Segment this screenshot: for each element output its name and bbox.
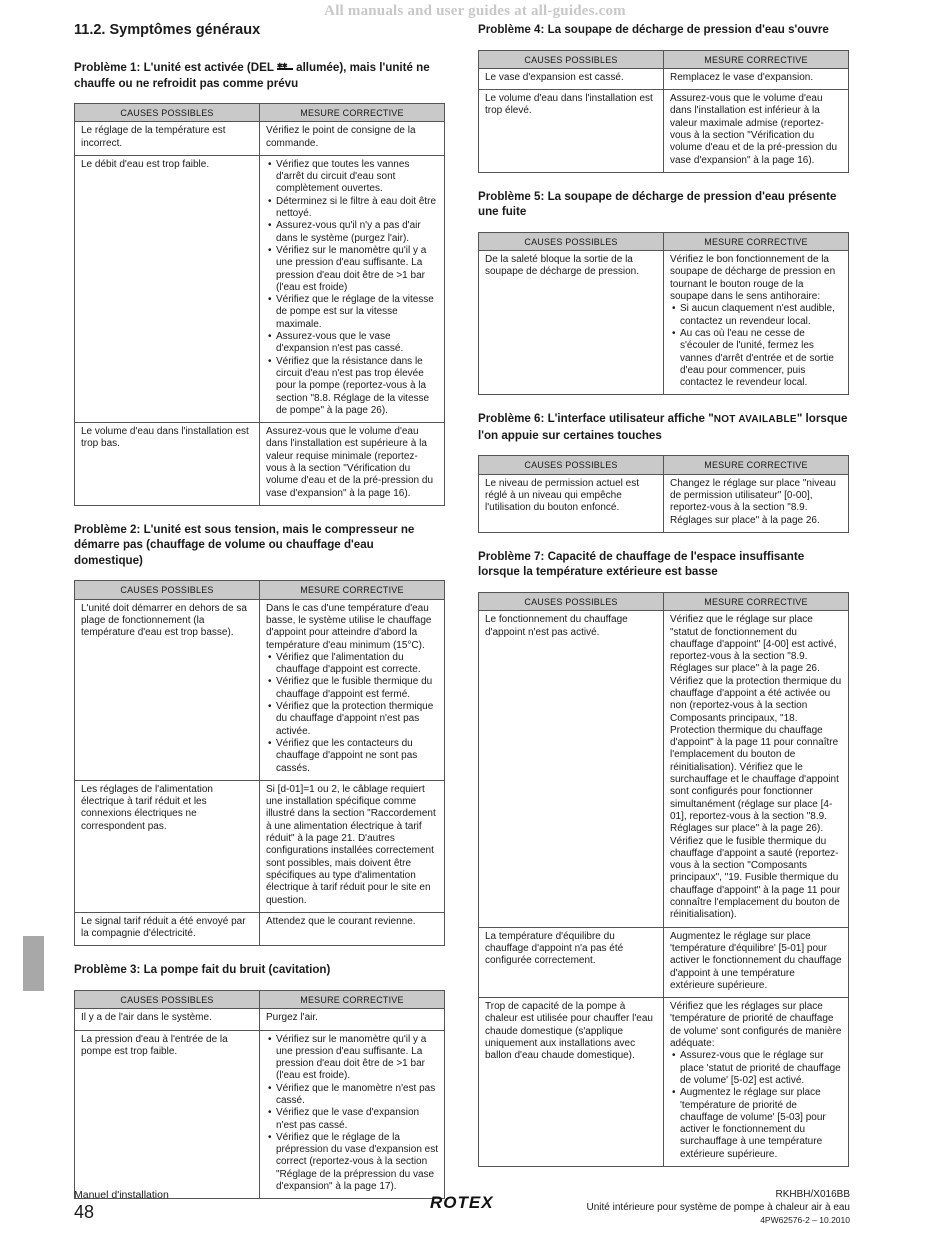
measure-cell: Changez le réglage sur place "niveau de permission utilisateur" [0-00], reportez-vous à la section "8.9. Réglages sur place" à la page 26. <box>664 474 849 532</box>
measure-list <box>266 1034 438 1194</box>
cause-cell: Le volume d'eau dans l'installation est trop élevé. <box>479 90 664 173</box>
measure-cell: Assurez-vous que le volume d'eau dans l'installation est inférieur à la valeur maximale admise (reportez-vous à la section "Vérification du volume d'eau et de la pré-pression du vase d'expansion" à la page 16). <box>664 90 849 173</box>
rotex-logo: ROTEX <box>430 1193 494 1212</box>
measure-list <box>670 303 842 389</box>
list-item: • Déterminez si le filtre à eau doit être nettoyé. <box>276 196 438 221</box>
measure-cell: Remplacez le vase d'expansion. <box>664 68 849 89</box>
watermark: All manuals and user guides at all-guides.com <box>324 3 626 19</box>
list-item: • Vérifiez que les contacteurs du chauffage d'appoint ne sont pas cassés. <box>276 738 438 775</box>
table-row <box>75 1030 445 1199</box>
list-item: • Assurez-vous qu'il n'y a pas d'air dans le système (purgez l'air). <box>276 220 438 245</box>
page-number: 48 <box>74 1202 95 1222</box>
problem-3-title: Problème 3: La pompe fait du bruit (cavitation) <box>74 963 331 977</box>
list-item: • Vérifiez que toutes les vannes d'arrêt du circuit d'eau sont complètement ouvertes. <box>276 159 438 196</box>
measure-cell: Purgez l'air. <box>260 1009 445 1030</box>
list-item: • Vérifiez que le réglage de la vitesse de pompe est sur la vitesse maximale. <box>276 294 438 331</box>
header-causes: CAUSES POSSIBLES <box>75 581 260 599</box>
measure-cell: Augmentez le réglage sur place 'température d'équilibre' [5-01] pour activer le fonctionnement du chauffage d'appoint à une température extérieure supérieure. <box>664 927 849 997</box>
problem-3-table <box>74 990 445 1199</box>
list-item: • Vérifiez que la protection thermique du chauffage d'appoint n'est pas activée. <box>276 701 438 738</box>
cause-cell: Les réglages de l'alimentation électrique à tarif réduit et les connexions électriques ne correspondent pas. <box>75 780 260 912</box>
problem-7-title: Problème 7: Capacité de chauffage de l'espace insuffisante lorsque la température extérieure est basse <box>478 549 805 579</box>
table-row <box>479 68 849 89</box>
problem-1-table <box>74 103 445 506</box>
measure-cell: Vérifiez le point de consigne de la commande. <box>260 122 445 156</box>
footer-ref: 4PW62576-2 – 10.2010 <box>760 1215 850 1225</box>
footer-model: RKHBH/X016BB <box>775 1189 850 1200</box>
header-causes: CAUSES POSSIBLES <box>75 104 260 122</box>
header-causes: CAUSES POSSIBLES <box>479 50 664 68</box>
problem-7-table <box>478 592 849 1167</box>
footer-right <box>587 1189 850 1227</box>
measure-cell: Assurez-vous que le volume d'eau dans l'installation est supérieure à la valeur requise minimale (reportez-vous à la section "Vérification du volume d'eau et de la pré-pression du vase d'expansion" à la page 16). <box>260 423 445 506</box>
problem-6-table <box>478 455 849 532</box>
header-mesure: MESURE CORRECTIVE <box>664 456 849 474</box>
header-mesure: MESURE CORRECTIVE <box>664 592 849 610</box>
list-item: • Vérifiez que le réglage de la prépression du vase d'expansion est correct (reportez-vous à la section "Réglage de la prépression du vase d'expansion" à la page 17). <box>276 1132 438 1193</box>
problem-1-title <box>74 60 445 91</box>
measure-cell <box>260 155 445 422</box>
left-column <box>74 22 445 1215</box>
problem-5-table <box>478 232 849 396</box>
table-row <box>479 611 849 927</box>
header-mesure: MESURE CORRECTIVE <box>664 50 849 68</box>
problem-5-title: Problème 5: La soupape de décharge de pression d'eau présente une fuite <box>478 189 837 219</box>
table-row <box>75 155 445 422</box>
cause-cell: La température d'équilibre du chauffage d'appoint n'a pas été configurée correctement. <box>479 927 664 997</box>
cause-cell: De la saleté bloque la sortie de la soupape de décharge de pression. <box>479 251 664 395</box>
table-row <box>479 474 849 532</box>
list-item: • Vérifiez que l'alimentation du chauffage d'appoint est correcte. <box>276 652 438 677</box>
measure-list <box>670 1050 842 1161</box>
footer-doc-title: Manuel d'installation <box>74 1189 169 1201</box>
table-row <box>479 998 849 1167</box>
list-item: • Vérifiez que le fusible thermique du chauffage d'appoint est fermé. <box>276 676 438 701</box>
list-item: • Au cas où l'eau ne cesse de s'écouler de l'unité, fermez les vannes d'arrêt d'entrée et de sortie d'eau pour commencer, puis contactez le revendeur local. <box>680 328 842 389</box>
section-title: 11.2. Symptômes généraux <box>74 22 261 38</box>
header-mesure: MESURE CORRECTIVE <box>260 990 445 1008</box>
problem-6-title-part-b: " lorsque l'on appuie sur certaines touches <box>478 412 848 442</box>
list-item: • Vérifiez que la résistance dans le circuit d'eau n'est pas trop élevée pour la pompe (reportez-vous à la section "8.8. Réglage de la vitesse de pompe" à la page 26). <box>276 356 438 417</box>
cause-cell: La pression d'eau à l'entrée de la pompe est trop faible. <box>75 1030 260 1199</box>
header-causes: CAUSES POSSIBLES <box>479 592 664 610</box>
problem-6-title <box>478 411 849 443</box>
measure-cell <box>664 998 849 1167</box>
table-row <box>75 122 445 156</box>
cause-cell: Le fonctionnement du chauffage d'appoint n'est pas activé. <box>479 611 664 927</box>
right-column <box>478 22 849 1183</box>
table-row <box>75 780 445 912</box>
not-available-text: NOT AVAILABLE <box>713 414 797 426</box>
cause-cell: Le vase d'expansion est cassé. <box>479 68 664 89</box>
problem-2-title: Problème 2: L'unité est sous tension, mais le compresseur ne démarre pas (chauffage de volume ou chauffage d'eau domestique) <box>74 522 415 567</box>
chapter-tab-marker <box>23 936 44 991</box>
header-causes: CAUSES POSSIBLES <box>75 990 260 1008</box>
cause-cell: Le débit d'eau est trop faible. <box>75 155 260 422</box>
footer-subtitle: Unité intérieure pour système de pompe à chaleur air à eau <box>586 1201 850 1213</box>
header-mesure: MESURE CORRECTIVE <box>260 581 445 599</box>
header-mesure: MESURE CORRECTIVE <box>664 232 849 250</box>
table-row <box>479 90 849 173</box>
table-row <box>75 1009 445 1030</box>
led-icon <box>277 61 293 70</box>
list-item: • Vérifiez que le vase d'expansion n'est pas cassé. <box>276 1107 438 1132</box>
cause-cell: Le signal tarif réduit a été envoyé par la compagnie d'électricité. <box>75 912 260 946</box>
list-item: • Si aucun claquement n'est audible, contactez un revendeur local. <box>680 303 842 328</box>
list-item: • Assurez-vous que le réglage sur place 'statut de priorité de chauffage de volume' [5-02] est activé. <box>680 1050 842 1087</box>
measure-list <box>266 159 438 417</box>
cause-cell: Le niveau de permission actuel est réglé à un niveau qui empêche l'utilisation du bouton enfoncé. <box>479 474 664 532</box>
header-causes: CAUSES POSSIBLES <box>479 232 664 250</box>
problem-4-table <box>478 50 849 173</box>
problem-6-title-part-a: Problème 6: L'interface utilisateur affiche " <box>478 412 714 426</box>
table-row <box>75 912 445 946</box>
cause-cell: Trop de capacité de la pompe à chaleur est utilisée pour chauffer l'eau chaude domestique (s'applique uniquement aux installations avec ballon d'eau chaude domestique). <box>479 998 664 1167</box>
table-row <box>479 251 849 395</box>
problem-1-title-part-a: Problème 1: L'unité est activée (DEL <box>74 61 277 74</box>
list-item: • Assurez-vous que le vase d'expansion n'est pas cassé. <box>276 331 438 356</box>
table-row <box>479 927 849 997</box>
measure-intro: Vérifiez que les réglages sur place 'température de priorité de chauffage de volume' sont configurés de manière adéquate: <box>670 1001 842 1050</box>
problem-2-table <box>74 580 445 946</box>
cause-cell: Il y a de l'air dans le système. <box>75 1009 260 1030</box>
measure-cell <box>260 599 445 780</box>
cause-cell: Le volume d'eau dans l'installation est trop bas. <box>75 423 260 506</box>
measure-cell: Vérifiez que le réglage sur place "statut de fonctionnement du chauffage d'appoint" [4-00] est activé, reportez-vous à la section "8.9. Réglages sur place" à la page 26. Vérifiez que la protection thermique du chauffage d'appoint a été activée ou non (reportez-vous à la section Composants principaux, "18. Protection thermique du chauffage d'appoint" à la page 11 pour connaître l'emplacement du bouton de réinitialisation). Vérifiez que le surchauffage et le chauffage d'appoint sont configurés pour fonctionner simultanément (réglage sur place [4-01], reportez-vous à la section "8.9. Réglages sur place" à la page 26). Vérifiez que le fusible thermique du chauffage d'appoint a sauté (reportez-vous à la section "Composants principaux", "19. Fusible thermique du chauffage d'appoint" à la page 11 pour connaître l'emplacement du bouton de réinitialisation). <box>664 611 849 927</box>
measure-cell <box>260 1030 445 1199</box>
list-item: • Vérifiez sur le manomètre qu'il y a une pression d'eau suffisante. La pression d'eau doit être de >1 bar (l'eau est froide) <box>276 245 438 294</box>
measure-intro: Vérifiez le bon fonctionnement de la soupape de décharge de pression en tournant le bouton rouge de la soupape dans le sens antihoraire: <box>670 254 836 303</box>
problem-4-title: Problème 4: La soupape de décharge de pression d'eau s'ouvre <box>478 23 829 36</box>
measure-intro: Dans le cas d'une température d'eau basse, le système utilise le chauffage d'appoint pour atteindre d'abord la température d'eau minimum (15°C). <box>266 602 432 651</box>
table-row <box>75 423 445 506</box>
footer-left <box>74 1189 169 1223</box>
measure-cell <box>664 251 849 395</box>
measure-cell: Attendez que le courant revienne. <box>260 912 445 946</box>
list-item: • Augmentez le réglage sur place 'température de priorité de chauffage de volume' [5-03] pour activer le fonctionnement du surchauffage à une température extérieure supérieure. <box>680 1087 842 1161</box>
measure-list <box>266 652 438 775</box>
table-row <box>75 599 445 780</box>
cause-cell: L'unité doit démarrer en dehors de sa plage de fonctionnement (la température d'eau est trop basse). <box>75 599 260 780</box>
header-mesure: MESURE CORRECTIVE <box>260 104 445 122</box>
measure-cell: Si [d-01]=1 ou 2, le câblage requiert une installation spécifique comme illustré dans la section "Raccordement à une alimentation électrique à tarif réduit" à la page 21. D'autres configurations installées correctement sont possibles, mais doivent être spécifiques au type d'alimentation électrique à tarif réduit pour le site en question. <box>260 780 445 912</box>
header-causes: CAUSES POSSIBLES <box>479 456 664 474</box>
problem-1-title-part-b: allumée), mais l'unité ne chauffe ou ne refroidit pas comme prévu <box>74 61 430 90</box>
list-item: • Vérifiez sur le manomètre qu'il y a une pression d'eau suffisante. La pression d'eau doit être de >1 bar (l'eau est froide). <box>276 1034 438 1083</box>
list-item: • Vérifiez que le manomètre n'est pas cassé. <box>276 1083 438 1108</box>
cause-cell: Le réglage de la température est incorrect. <box>75 122 260 156</box>
